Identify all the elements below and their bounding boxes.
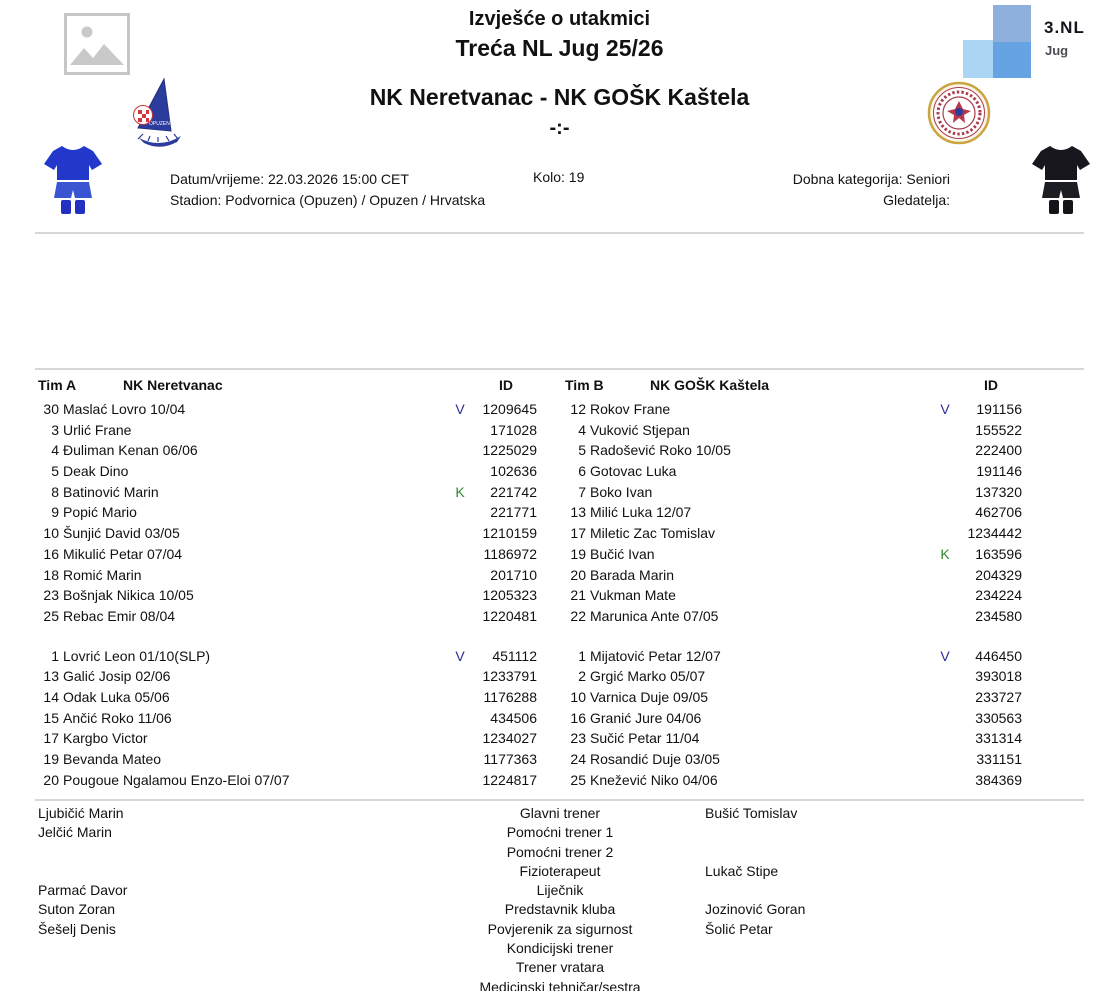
player-id: 204329 (975, 566, 1022, 583)
match-stadium: Stadion: Podvornica (Opuzen) / Opuzen / Hrvatska (170, 192, 486, 208)
player-name: Lovrić Leon 01/10(SLP) (63, 647, 211, 664)
divider (35, 232, 1084, 234)
player-row (562, 708, 1022, 729)
player-name: Gotovac Luka (590, 463, 677, 480)
player-name: Grgić Marko 05/07 (590, 668, 706, 685)
player-id: 163596 (975, 545, 1022, 562)
player-mark (445, 440, 475, 461)
player-name: Deak Dino (63, 463, 129, 480)
player-row (562, 502, 1022, 523)
player-id: 222400 (975, 442, 1022, 459)
staff-role-label: Povjerenik za sigurnost (487, 920, 633, 937)
player-id: 234580 (975, 607, 1022, 624)
player-number: 30 (43, 401, 59, 417)
player-mark (930, 440, 960, 461)
player-row (562, 565, 1022, 586)
player-name: Maslać Lovro 10/04 (63, 401, 186, 417)
staff-role-label: Kondicijski trener (506, 940, 614, 957)
player-id: 1209645 (482, 401, 537, 417)
team-b-starters (562, 399, 1022, 627)
player-mark: K (455, 483, 465, 500)
player-name: Radošević Roko 10/05 (590, 442, 731, 459)
player-number: 2 (578, 668, 586, 685)
player-id: 233727 (975, 688, 1022, 705)
player-row (35, 585, 537, 606)
player-number: 23 (570, 730, 586, 747)
player-name: Bučić Ivan (590, 545, 655, 562)
player-name: Đuliman Kenan 06/06 (63, 442, 198, 459)
player-name: Mijatović Petar 12/07 (590, 647, 721, 664)
player-number: 25 (570, 771, 586, 788)
staff-home-name: Parmać Davor (38, 882, 128, 899)
player-mark (445, 770, 475, 791)
player-number: 12 (570, 401, 586, 417)
divider (35, 799, 1084, 801)
player-mark (930, 585, 960, 606)
player-row (562, 728, 1022, 749)
player-mark (445, 502, 475, 523)
player-name: Kargbo Victor (63, 730, 148, 747)
staff-row (0, 979, 1119, 991)
player-id: 1234442 (967, 525, 1022, 542)
player-name: Popić Mario (63, 504, 137, 521)
match-info-left (170, 169, 485, 211)
league-3nl-logo (960, 3, 1110, 83)
player-name: Ančić Roko 11/06 (63, 709, 172, 726)
staff-row (0, 901, 1119, 920)
player-id: 1234027 (482, 730, 537, 747)
player-number: 10 (43, 525, 59, 542)
player-number: 20 (570, 566, 586, 583)
competition-title: Treća NL Jug 25/26 (455, 35, 664, 61)
player-name: Urlić Frane (63, 421, 132, 438)
roster-header-b (562, 377, 1022, 399)
player-id: 221771 (490, 504, 537, 521)
staff-away-name: Bušić Tomislav (705, 805, 798, 821)
player-number: 8 (51, 483, 59, 500)
player-name: Vukman Mate (590, 587, 676, 604)
player-mark (930, 420, 960, 441)
staff-section (0, 805, 1119, 991)
player-mark (445, 687, 475, 708)
player-mark (930, 687, 960, 708)
staff-home-name: Jelčić Marin (38, 824, 112, 841)
player-number: 9 (51, 504, 59, 521)
staff-row (0, 805, 1119, 824)
player-mark (930, 728, 960, 749)
player-row (35, 606, 537, 627)
player-row (562, 606, 1022, 627)
player-row (35, 770, 537, 791)
player-id: 1233791 (482, 668, 537, 685)
player-mark (445, 708, 475, 729)
match-info-right (793, 169, 950, 211)
player-id: 1220481 (482, 607, 537, 624)
staff-role-label: Pomoćni trener 2 (506, 843, 614, 860)
away-kit-icon (1028, 143, 1094, 220)
player-name: Sučić Petar 11/04 (590, 730, 700, 747)
player-row (35, 749, 537, 770)
player-row (35, 687, 537, 708)
player-id: 201710 (490, 566, 537, 583)
player-number: 24 (570, 751, 586, 767)
away-club-crest-icon (927, 81, 991, 150)
staff-row (0, 882, 1119, 901)
player-row (35, 482, 537, 503)
player-name: Odak Luka 05/06 (63, 688, 170, 705)
player-id: 446450 (975, 647, 1022, 664)
player-number: 5 (51, 463, 59, 480)
player-number: 6 (578, 463, 586, 480)
player-id: 434506 (490, 709, 537, 726)
player-number: 7 (578, 483, 586, 500)
roster-team-a (35, 377, 537, 790)
player-id: 331314 (975, 730, 1022, 747)
player-row (35, 523, 537, 544)
player-id: 191146 (976, 463, 1022, 480)
player-number: 25 (43, 607, 59, 624)
player-row (562, 770, 1022, 791)
player-mark (930, 565, 960, 586)
player-mark (930, 502, 960, 523)
player-number: 10 (570, 688, 586, 705)
player-name: Barada Marin (590, 566, 675, 583)
match-category: Dobna kategorija: Seniori (792, 171, 950, 187)
player-number: 15 (43, 709, 59, 726)
player-id: 451112 (492, 647, 537, 664)
player-number: 18 (43, 566, 59, 583)
id-column-header: ID (984, 377, 998, 393)
player-row (35, 666, 537, 687)
player-id: 1225029 (482, 442, 537, 459)
player-id: 234224 (975, 587, 1022, 604)
roster-team-b (562, 377, 1022, 790)
player-id: 330563 (975, 709, 1022, 726)
player-number: 19 (570, 545, 586, 562)
player-row (562, 666, 1022, 687)
report-title: Izvješće o utakmici (468, 8, 651, 30)
substitutes-gap (562, 627, 1022, 646)
player-id: 331151 (976, 751, 1022, 767)
player-id: 1186972 (483, 545, 537, 562)
player-row (562, 687, 1022, 708)
player-mark (445, 606, 475, 627)
player-number: 13 (43, 668, 59, 685)
team-a-name: NK Neretvanac (123, 377, 223, 393)
player-row (562, 523, 1022, 544)
player-mark: V (455, 647, 465, 664)
substitutes-gap (35, 627, 537, 646)
player-mark (445, 728, 475, 749)
player-row (562, 461, 1022, 482)
staff-role-label: Liječnik (536, 882, 584, 899)
player-name: Galić Josip 02/06 (63, 668, 171, 685)
match-round: Kolo: 19 (533, 169, 585, 185)
match-score: -:- (549, 117, 570, 139)
team-a-label: Tim A (38, 377, 77, 393)
player-mark (445, 749, 475, 770)
player-number: 13 (570, 504, 586, 521)
player-number: 19 (43, 751, 59, 767)
player-id: 221742 (490, 483, 537, 500)
player-mark (445, 565, 475, 586)
player-row (35, 565, 537, 586)
match-datetime: Datum/vrijeme: 22.03.2026 15:00 CET (170, 171, 409, 187)
player-id: 462706 (975, 504, 1022, 521)
staff-role-label: Glavni trener (519, 805, 601, 821)
player-row (562, 749, 1022, 770)
player-id: 1210159 (482, 525, 537, 542)
staff-home-name: Ljubičić Marin (38, 805, 124, 821)
player-id: 1177363 (483, 751, 537, 767)
player-name: Batinović Marin (63, 483, 159, 500)
player-row (35, 544, 537, 565)
staff-row (0, 959, 1119, 978)
player-mark (445, 585, 475, 606)
team-a-starters (35, 399, 537, 627)
player-row (35, 708, 537, 729)
player-number: 16 (570, 709, 586, 726)
logo-square-dark (993, 42, 1031, 78)
team-b-substitutes (562, 646, 1022, 791)
player-id: 1224817 (482, 771, 537, 788)
home-club-crest-icon (131, 77, 189, 158)
divider (35, 368, 1084, 370)
player-mark (930, 482, 960, 503)
player-name: Miletic Zac Tomislav (590, 525, 715, 542)
staff-role-label: Predstavnik kluba (504, 901, 616, 918)
player-row (562, 440, 1022, 461)
player-row (562, 420, 1022, 441)
staff-away-name: Lukač Stipe (705, 862, 779, 879)
player-row (35, 646, 537, 667)
player-mark (445, 420, 475, 441)
player-number: 23 (43, 587, 59, 604)
player-mark: V (940, 647, 950, 664)
player-name: Rebac Emir 08/04 (63, 607, 176, 624)
player-number: 5 (578, 442, 586, 459)
player-id: 393018 (975, 668, 1022, 685)
player-number: 4 (51, 442, 59, 459)
roster-header-a (35, 377, 537, 399)
player-number: 3 (51, 421, 59, 438)
player-name: Vuković Stjepan (590, 421, 690, 438)
player-name: Romić Marin (63, 566, 142, 583)
player-id: 137320 (975, 483, 1022, 500)
player-mark (930, 461, 960, 482)
match-attendance: Gledatelja: (883, 192, 950, 208)
player-mark (930, 708, 960, 729)
player-id: 102636 (490, 463, 537, 480)
player-name: Šunjić David 03/05 (63, 525, 180, 542)
player-row (35, 399, 537, 420)
player-mark: K (940, 545, 950, 562)
staff-row (0, 844, 1119, 863)
player-name: Rosandić Duje 03/05 (590, 751, 720, 767)
player-mark (445, 666, 475, 687)
player-row (562, 399, 1022, 420)
staff-away-name: Šolić Petar (705, 920, 773, 937)
player-row (35, 461, 537, 482)
staff-role-label: Trener vratara (515, 959, 605, 976)
player-row (35, 420, 537, 441)
staff-row (0, 921, 1119, 940)
player-name: Rokov Frane (590, 401, 671, 417)
staff-role-label: Pomoćni trener 1 (506, 824, 614, 841)
player-mark (445, 523, 475, 544)
player-number: 17 (43, 730, 59, 747)
player-mark (930, 749, 960, 770)
staff-away-name: Jozinović Goran (705, 901, 806, 918)
player-row (562, 482, 1022, 503)
player-row (35, 440, 537, 461)
player-number: 1 (51, 647, 59, 664)
player-mark: V (940, 401, 950, 417)
staff-home-name: Suton Zoran (38, 901, 116, 918)
staff-row (0, 940, 1119, 959)
home-kit-icon (40, 143, 106, 220)
player-id: 155522 (975, 421, 1022, 438)
staff-row (0, 863, 1119, 882)
team-b-name: NK GOŠK Kaštela (650, 377, 770, 393)
player-name: Mikulić Petar 07/04 (63, 545, 183, 562)
player-name: Marunica Ante 07/05 (590, 607, 719, 624)
player-number: 14 (43, 688, 59, 705)
player-number: 20 (43, 771, 59, 788)
staff-row (0, 824, 1119, 843)
player-name: Bošnjak Nikica 10/05 (63, 587, 194, 604)
logo-square-medium (993, 5, 1031, 42)
player-number: 1 (578, 647, 586, 664)
staff-home-name: Šešelj Denis (38, 920, 116, 937)
player-row (35, 502, 537, 523)
player-mark (930, 523, 960, 544)
player-id: 1176288 (483, 688, 537, 705)
player-name: Bevanda Mateo (63, 751, 162, 767)
league-region: Jug (1045, 43, 1069, 58)
team-a-substitutes (35, 646, 537, 791)
player-mark: V (455, 401, 465, 417)
player-row (562, 646, 1022, 667)
league-name: 3.NL (1044, 18, 1085, 37)
player-id: 1205323 (482, 587, 537, 604)
player-mark (445, 461, 475, 482)
staff-role-label: Fizioterapeut (519, 862, 601, 879)
player-name: Pougoue Ngalamou Enzo-Eloi 07/07 (63, 771, 290, 788)
player-number: 16 (43, 545, 59, 562)
player-number: 4 (578, 421, 586, 438)
player-name: Varnica Duje 09/05 (590, 688, 709, 705)
team-b-label: Tim B (565, 377, 604, 393)
player-name: Boko Ivan (590, 483, 653, 500)
match-title: NK Neretvanac - NK GOŠK Kaštela (369, 84, 750, 110)
player-row (35, 728, 537, 749)
player-id: 171028 (490, 421, 537, 438)
player-id: 191156 (976, 401, 1022, 417)
player-name: Knežević Niko 04/06 (590, 771, 718, 788)
player-number: 22 (570, 607, 586, 624)
home-crest-label: OPUZEN (149, 121, 170, 127)
id-column-header: ID (499, 377, 513, 393)
player-id: 384369 (975, 771, 1022, 788)
player-row (562, 544, 1022, 565)
player-mark (930, 770, 960, 791)
player-mark (445, 544, 475, 565)
player-mark (930, 666, 960, 687)
player-mark (930, 606, 960, 627)
player-number: 17 (570, 525, 586, 542)
player-number: 21 (570, 587, 586, 604)
player-name: Granić Jure 04/06 (590, 709, 702, 726)
player-row (562, 585, 1022, 606)
staff-role-label: Medicinski tehničar/sestra (479, 978, 641, 991)
player-name: Milić Luka 12/07 (590, 504, 692, 521)
